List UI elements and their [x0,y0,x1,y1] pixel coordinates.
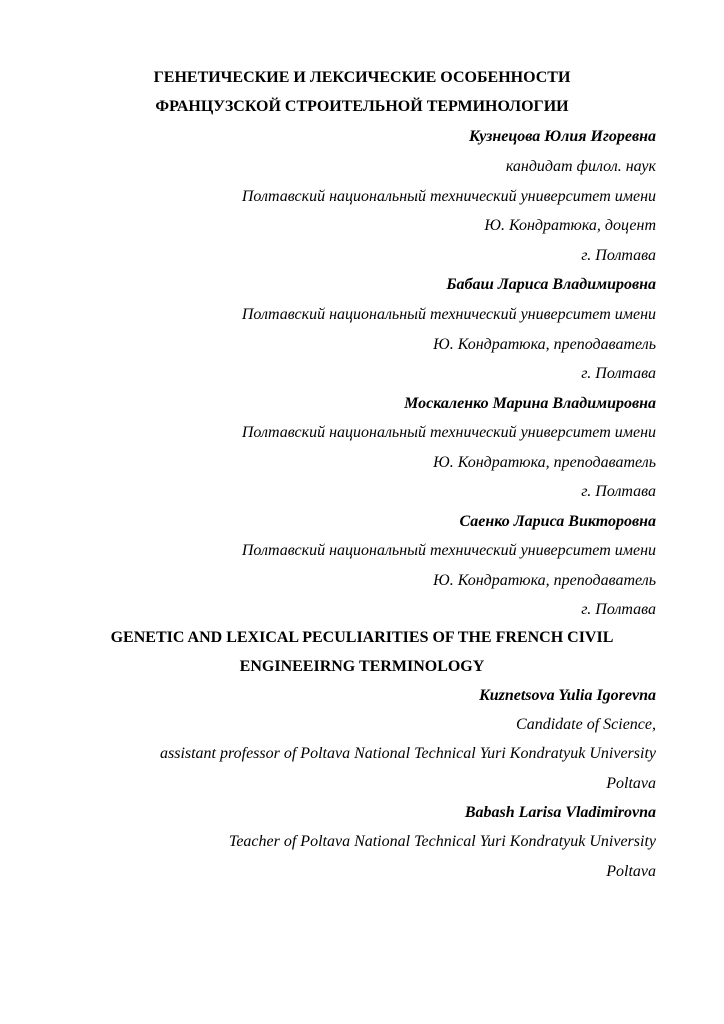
ru-author-2-name: Бабаш Лариса Владимировна [446,276,656,293]
en-author-2-name: Babash Larisa Vladimirovna [464,804,656,821]
en-author-1-city: Poltava [606,775,656,792]
ru-author-4-affiliation-1: Полтавский национальный технический университет имени [241,542,656,559]
ru-author-4-name: Саенко Лариса Викторовна [459,513,656,530]
ru-author-2-city: г. Полтава [581,365,656,382]
ru-author-1-city: г. Полтава [581,247,656,264]
en-author-1-degree: Candidate of Science, [516,716,656,733]
ru-author-4-affiliation-2: Ю. Кондратюка, преподаватель [433,572,656,589]
en-title-line-2: ENGINEEIRNG TERMINOLOGY [239,658,485,675]
ru-author-2-affiliation-2: Ю. Кондратюка, преподаватель [433,336,656,353]
ru-author-1-affiliation-1: Полтавский национальный технический университет имени [241,188,656,205]
ru-author-4-city: г. Полтава [581,601,656,618]
ru-author-3-affiliation-2: Ю. Кондратюка, преподаватель [433,454,656,471]
ru-author-3-city: г. Полтава [581,483,656,500]
en-author-1-affiliation: assistant professor of Poltava National Technical Yuri Kondratyuk University [159,745,656,762]
ru-author-1-affiliation-2: Ю. Кондратюка, доцент [484,217,656,234]
en-title-line-1: GENETIC AND LEXICAL PECULIARITIES OF THE FRENCH CIVIL [110,629,614,646]
en-author-1-name: Kuznetsova Yulia Igorevna [479,687,656,704]
ru-author-2-affiliation-1: Полтавский национальный технический университет имени [241,306,656,323]
ru-title-line-1: ГЕНЕТИЧЕСКИЕ И ЛЕКСИЧЕСКИЕ ОСОБЕННОСТИ [153,69,571,86]
ru-author-1-name: Кузнецова Юлия Игоревна [469,128,656,145]
en-author-2-city: Poltava [606,863,656,880]
ru-author-3-affiliation-1: Полтавский национальный технический университет имени [241,424,656,441]
en-author-2-affiliation: Teacher of Poltava National Technical Yuri Kondratyuk University [228,833,656,850]
ru-title-line-2: ФРАНЦУЗСКОЙ СТРОИТЕЛЬНОЙ ТЕРМИНОЛОГИИ [155,98,569,115]
ru-author-3-name: Москаленко Марина Владимировна [404,395,656,412]
ru-author-1-degree: кандидат филол. наук [505,158,656,175]
